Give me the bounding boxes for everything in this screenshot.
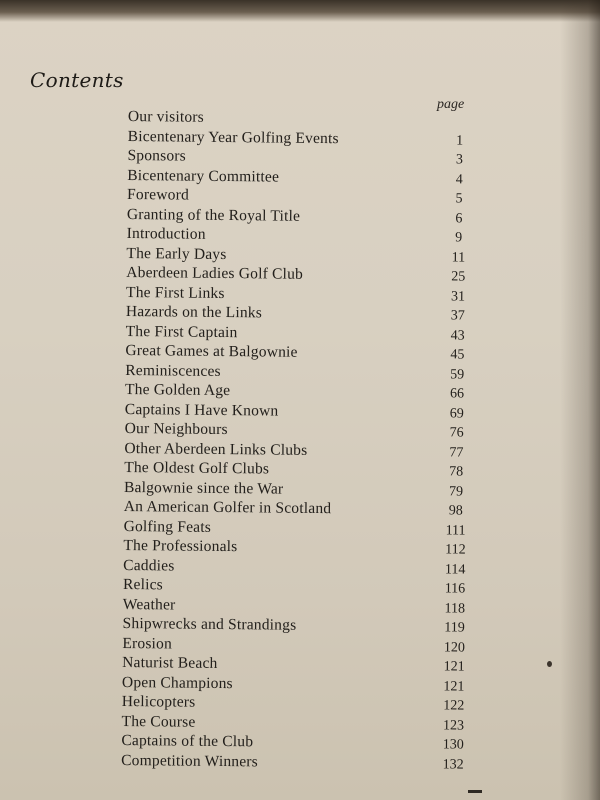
toc-entry-page-number: 111: [445, 522, 466, 539]
toc-entry-title: Our Neighbours: [124, 419, 228, 439]
toc-entry-title: Weather: [122, 595, 176, 614]
contents-heading: Contents: [30, 68, 124, 92]
toc-entry-title: Aberdeen Ladies Golf Club: [126, 263, 304, 283]
toc-entry-title: Bicentenary Year Golfing Events: [127, 127, 339, 147]
toc-entry-title: Other Aberdeen Links Clubs: [124, 439, 308, 459]
toc-entry-page-number: 78: [449, 464, 464, 480]
toc-entry-page-number: 69: [449, 405, 464, 422]
toc-entry-page-number: 59: [450, 366, 465, 383]
toc-entry-title: Caddies: [123, 556, 175, 575]
toc-entry-page-number: 77: [449, 444, 464, 461]
toc-entry-title: The Golden Age: [124, 380, 231, 400]
toc-entry-title: Sponsors: [127, 146, 187, 165]
toc-entry-page-number: 112: [445, 542, 466, 558]
paper-speck: [547, 661, 552, 667]
toc-entry-title: Open Champions: [121, 673, 233, 692]
toc-entry-page-number: 119: [444, 620, 465, 636]
toc-entry-page-number: 1: [456, 132, 464, 149]
toc-entry-title: Relics: [122, 575, 164, 594]
folio-number-fragment: [468, 790, 482, 793]
toc-entry-title: The First Captain: [125, 322, 238, 341]
toc-entry-title: Foreword: [127, 185, 190, 204]
toc-entry-page-number: 11: [451, 249, 466, 266]
table-of-contents: [121, 108, 480, 775]
toc-entry-title: Hazards on the Links: [125, 302, 263, 322]
toc-entry-page-number: 123: [442, 717, 465, 734]
page-column-label: page: [437, 97, 465, 112]
toc-entry-page-number: 116: [444, 581, 466, 597]
toc-entry-page-number: 122: [443, 698, 465, 714]
toc-entry-title: Golfing Feats: [123, 517, 212, 536]
toc-entry-title: Erosion: [122, 634, 173, 652]
toc-entry-title: Bicentenary Committee: [127, 166, 280, 186]
toc-entry-title: The First Links: [125, 283, 225, 302]
toc-entry-page-number: 120: [443, 639, 465, 656]
toc-entry-page-number: 76: [449, 425, 464, 441]
toc-entry-page-number: 114: [444, 561, 466, 578]
toc-entry-page-number: 98: [448, 503, 463, 519]
toc-entry-page-number: 121: [443, 678, 465, 695]
toc-entry-page-number: 66: [449, 386, 465, 402]
toc-entry-page-number: 25: [451, 269, 466, 285]
toc-entry-title: The Course: [121, 712, 196, 731]
toc-entry-page-number: 31: [450, 288, 466, 305]
toc-entry-title: An American Golfer in Scotland: [123, 497, 332, 518]
toc-entry-page-number: 4: [455, 171, 463, 188]
toc-entry-title: Naturist Beach: [122, 653, 218, 672]
toc-entry-title: Captains I Have Known: [124, 400, 279, 420]
toc-entry-title: Our visitors: [127, 108, 205, 126]
toc-entry-title: Captains of the Club: [121, 731, 254, 751]
toc-entry-page-number: 5: [455, 191, 463, 207]
toc-entry-page-number: 121: [443, 659, 465, 675]
toc-entry-title: Balgownie since the War: [123, 478, 284, 498]
toc-entry-page-number: 132: [442, 756, 464, 773]
toc-entry-page-number: 9: [455, 230, 463, 246]
toc-entry-page-number: 6: [455, 210, 463, 227]
toc-entry-title: Great Games at Balgownie: [125, 341, 298, 361]
toc-entry-page-number: 3: [455, 152, 464, 168]
toc-entry-title: The Early Days: [126, 244, 227, 263]
toc-entry-page-number: 118: [444, 600, 466, 617]
toc-entry-title: Reminiscences: [125, 361, 221, 380]
toc-entry-title: Competition Winners: [121, 751, 259, 770]
toc-entry-title: The Professionals: [123, 536, 238, 556]
toc-entry-title: Shipwrecks and Strandings: [122, 614, 297, 634]
toc-entry-page-number: 79: [448, 483, 464, 500]
toc-entry-title: Granting of the Royal Title: [126, 205, 301, 225]
toc-entry-page-number: 43: [450, 327, 465, 344]
toc-entry-title: The Oldest Golf Clubs: [124, 458, 270, 478]
toc-entry-page-number: 130: [442, 737, 464, 753]
toc-entry: [121, 751, 473, 774]
toc-entry-page-number: 45: [450, 347, 465, 363]
toc-entry-page-number: 37: [450, 308, 465, 324]
toc-entry-title: Helicopters: [121, 692, 196, 711]
toc-entry-title: Introduction: [126, 224, 206, 243]
